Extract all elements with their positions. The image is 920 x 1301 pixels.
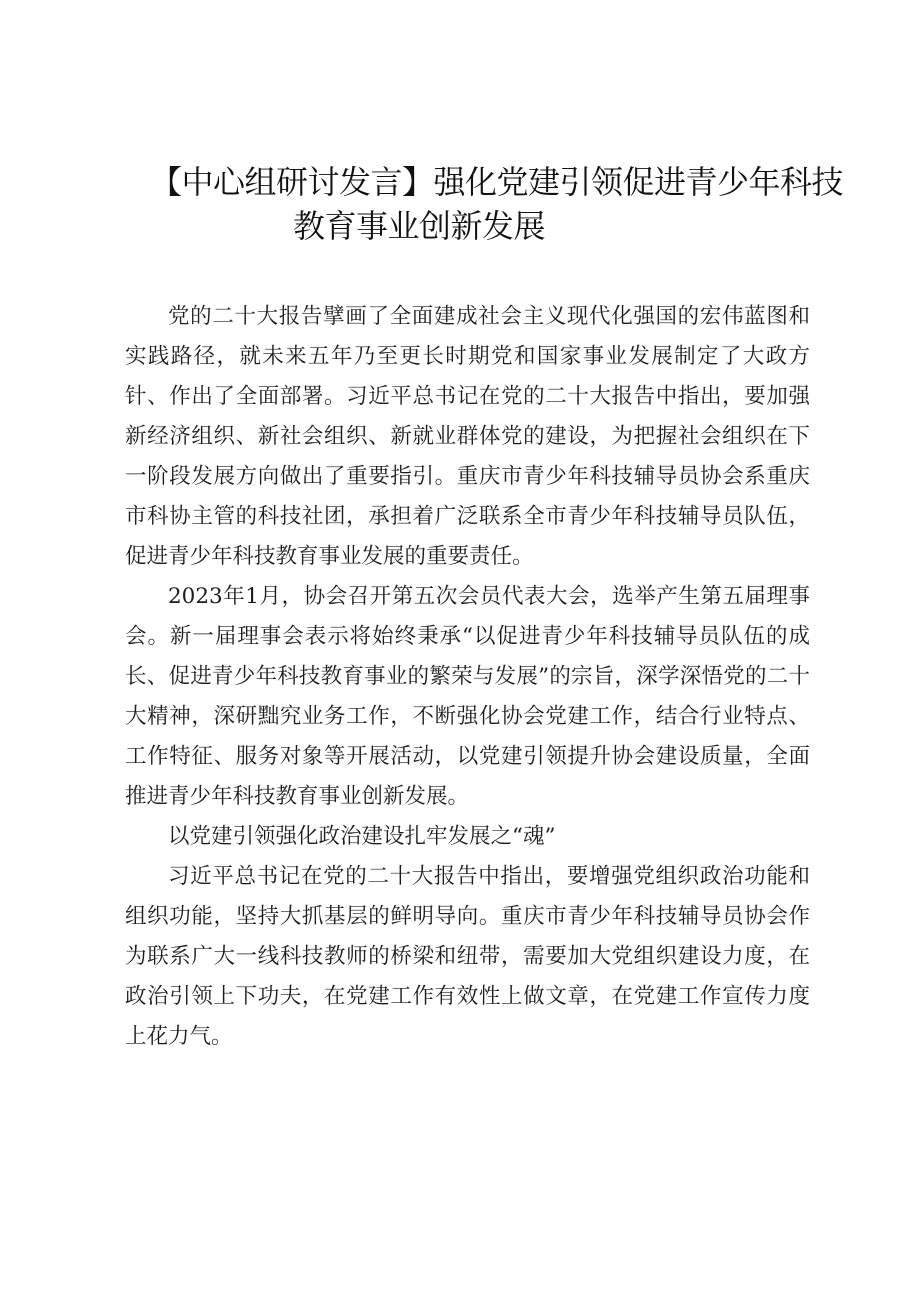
paragraph-1: 党的二十大报告擘画了全面建成社会主义现代化强国的宏伟蓝图和实践路径，就未来五年乃至更长时期党和国家事业发展制定了大政方针、作出了全面部署。习近平总书记在党的二十大报告中指出，要加强新经济组织、新社会组织、新就业群体党的建设，为把握社会组织在下一阶段发展方向做出了重要指引。重庆市青少年科技辅导员协会系重庆市科协主管的科技社团，承担着广泛联系全市青少年科技辅导员队伍，促进青少年科技教育事业发展的重要责任。: [125, 304, 810, 569]
document-title: [150, 160, 844, 248]
section-paragraph: 习近平总书记在党的二十大报告中指出，要增强党组织政治功能和组织功能，坚持大抓基层的鲜明导向。重庆市青少年科技辅导员协会作为联系广大一线科技教师的桥梁和纽带，需要加大党组织建设力度，在政治引领上下功夫，在党建工作有效性上做文章，在党建工作宣传力度上花力气。: [125, 864, 810, 1049]
title-line-1: 【中心组研讨发言】强化党建引领促进青少年科技: [150, 163, 844, 201]
document-body: [125, 297, 810, 1057]
section-heading: 以党建引领强化政治建设扎牢发展之“魂”: [168, 824, 556, 849]
paragraph-2: 2023年1月，协会召开第五次会员代表大会，选举产生第五届理事会。新一届理事会表示将始终秉承“以促进青少年科技辅导员队伍的成长、促进青少年科技教育事业的繁荣与发展”的宗旨，深学深悟党的二十大精神，深研黜究业务工作，不断强化协会党建工作，结合行业特点、工作特征、服务对象等开展活动，以党建引领提升协会建设质量，全面推进青少年科技教育事业创新发展。: [125, 584, 810, 809]
title-line-2: 教育事业创新发展: [293, 207, 546, 245]
